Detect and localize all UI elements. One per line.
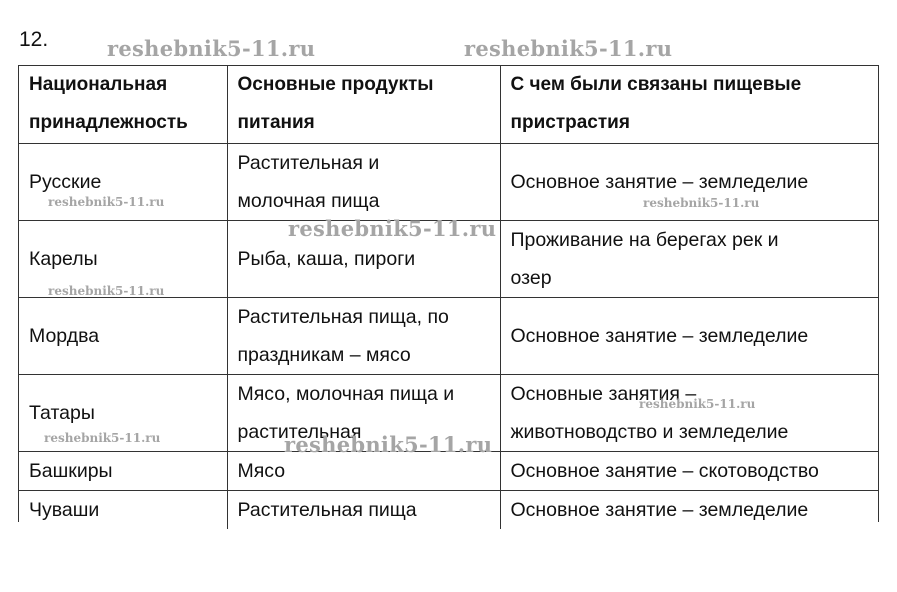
table-header-row [19, 66, 878, 143]
table-row [19, 374, 878, 451]
table-row [19, 490, 878, 529]
cell-line: Мясо, молочная пища и [237, 382, 455, 405]
watermark: reshebnik5-11.ru [107, 36, 316, 61]
header-line: Основные продукты [237, 74, 434, 96]
cell-reason [500, 490, 878, 529]
cell-line: Проживание на берегах рек и [510, 228, 779, 251]
header-nationality [19, 66, 227, 143]
cell-line: Основное занятие – земледелие [510, 170, 809, 193]
cell-line: Основное занятие – скотоводство [510, 459, 819, 482]
cell-nationality: Башкиры [19, 451, 227, 490]
watermark: reshebnik5-11.ru [284, 432, 493, 457]
header-line: Национальная [29, 74, 168, 96]
cell-nationality: Татары [19, 374, 227, 451]
table-row [19, 143, 878, 220]
cell-food [227, 297, 500, 374]
header-line: принадлежность [29, 112, 188, 134]
watermark: reshebnik5-11.ru [464, 36, 673, 61]
cell-line: Растительная и [237, 151, 380, 174]
watermark: reshebnik5-11.ru [643, 196, 760, 210]
task-number: 12. [19, 28, 49, 51]
cell-food [227, 490, 500, 529]
cell-line: озер [510, 266, 552, 289]
cell-line: Мясо [237, 459, 286, 482]
cell-reason [500, 451, 878, 490]
watermark: reshebnik5-11.ru [48, 195, 165, 209]
cell-food [227, 451, 500, 490]
header-food [227, 66, 500, 143]
watermark: reshebnik5-11.ru [48, 284, 165, 298]
cell-nationality: Русские [19, 143, 227, 220]
header-line: С чем были связаны пищевые [510, 74, 802, 96]
table-row [19, 451, 878, 490]
cell-line: Основные занятия – [510, 382, 697, 405]
cell-nationality: Мордва [19, 297, 227, 374]
header-reason [500, 66, 878, 143]
cell-line: Рыба, каша, пироги [237, 247, 416, 270]
cell-reason [500, 297, 878, 374]
cell-food [227, 374, 500, 451]
cell-line: праздникам – мясо [237, 343, 411, 366]
cell-reason [500, 374, 878, 451]
nationality-food-table [18, 65, 879, 522]
header-line: питания [237, 112, 315, 134]
cell-line: растительная [237, 420, 362, 443]
watermark: reshebnik5-11.ru [288, 216, 497, 241]
cell-line: Основное занятие – земледелие [510, 324, 809, 347]
cell-line: Растительная пища, по [237, 305, 449, 328]
cell-reason [500, 143, 878, 220]
watermark: reshebnik5-11.ru [639, 397, 756, 411]
cell-line: Основное занятие – земледелие [510, 498, 809, 521]
cell-line: молочная пища [237, 189, 380, 212]
cell-reason [500, 220, 878, 297]
cell-line: животноводство и земледелие [510, 420, 789, 443]
cell-nationality: Карелы [19, 220, 227, 297]
cell-food [227, 220, 500, 297]
cell-nationality: Чуваши [19, 490, 227, 529]
header-line: пристрастия [510, 112, 630, 134]
table-row [19, 220, 878, 297]
table-row [19, 297, 878, 374]
watermark: reshebnik5-11.ru [44, 431, 161, 445]
cell-line: Растительная пища [237, 498, 417, 521]
cell-food [227, 143, 500, 220]
